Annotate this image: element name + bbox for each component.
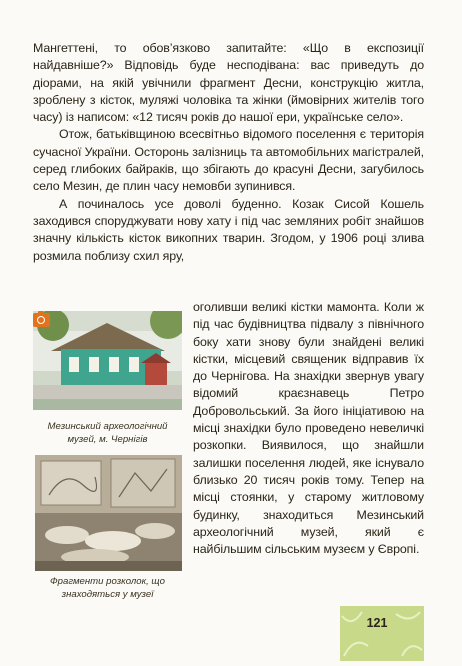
leaf-pattern-icon [340,606,424,661]
page-number: 121 [366,616,388,630]
main-text-right-column [193,299,424,558]
paragraph-3: А починалось усе доволі буденно. Козак Сисой Кошель заходився споруджувати нову хату і під час земляних робіт знайшов значну кількість кісток викопних тварин. Згодом, у 1906 році злива розмила поблизу схил яру, [33,196,424,263]
paragraph-2: Отож, батьківщиною всесвітньо відомого поселення є територія сучасної України. Осторонь залізниць та автомобільних магістралей, серед глибоких байраків, що збігають до красуні Десни, загубилось село Мезин, де плин часу немовби зупинився. [33,127,425,194]
museum-photo-illustration [33,311,182,410]
main-text-top [33,40,424,265]
page-number-tab [340,606,424,661]
paragraph-3-continued: оголивши великі кістки мамонта. Коли ж під час будівництва підвалу з північного боку хати знову були знайдені великі кістки, місцевий священик відправив їх до Чернігова. На знахідки звернув увагу відомий краєзнавець Петро Добровольський. За його ініціативою на місці знахідки було проведено невеличкі розкопки. Виявилося, що знайшли залишки поселення людей, яке існувало близько 20 тисяч років тому. Тепер на місці стоянки, у старому житловому будинку, знаходиться Мезинський археологічний музей, який є найбільшим сільським музеєм у Європі. [193,300,424,557]
camera-icon [33,313,50,327]
paragraph-1: Мангеттені, то обов’язково запитайте: «Що в експозиції найдавніше?» Відповідь буде несподівана: вас приведуть до діорами, на якій увічнили фрагмент Десни, конструкцію житла, зроблену з кісток, муляжі чоловіка та жінки (ймовірних жителів того часу) із написом: «12 тисяч років до нашої ери, українське село». [33,41,424,125]
fragments-photo-caption: Фрагменти розколок, що знаходяться у музеї [50,576,165,600]
museum-photo [33,311,182,410]
fragments-photo [35,455,182,571]
museum-photo-caption: Мезинський археологічний музей, м. Чернігів [47,421,168,445]
fragments-photo-illustration [35,455,182,571]
